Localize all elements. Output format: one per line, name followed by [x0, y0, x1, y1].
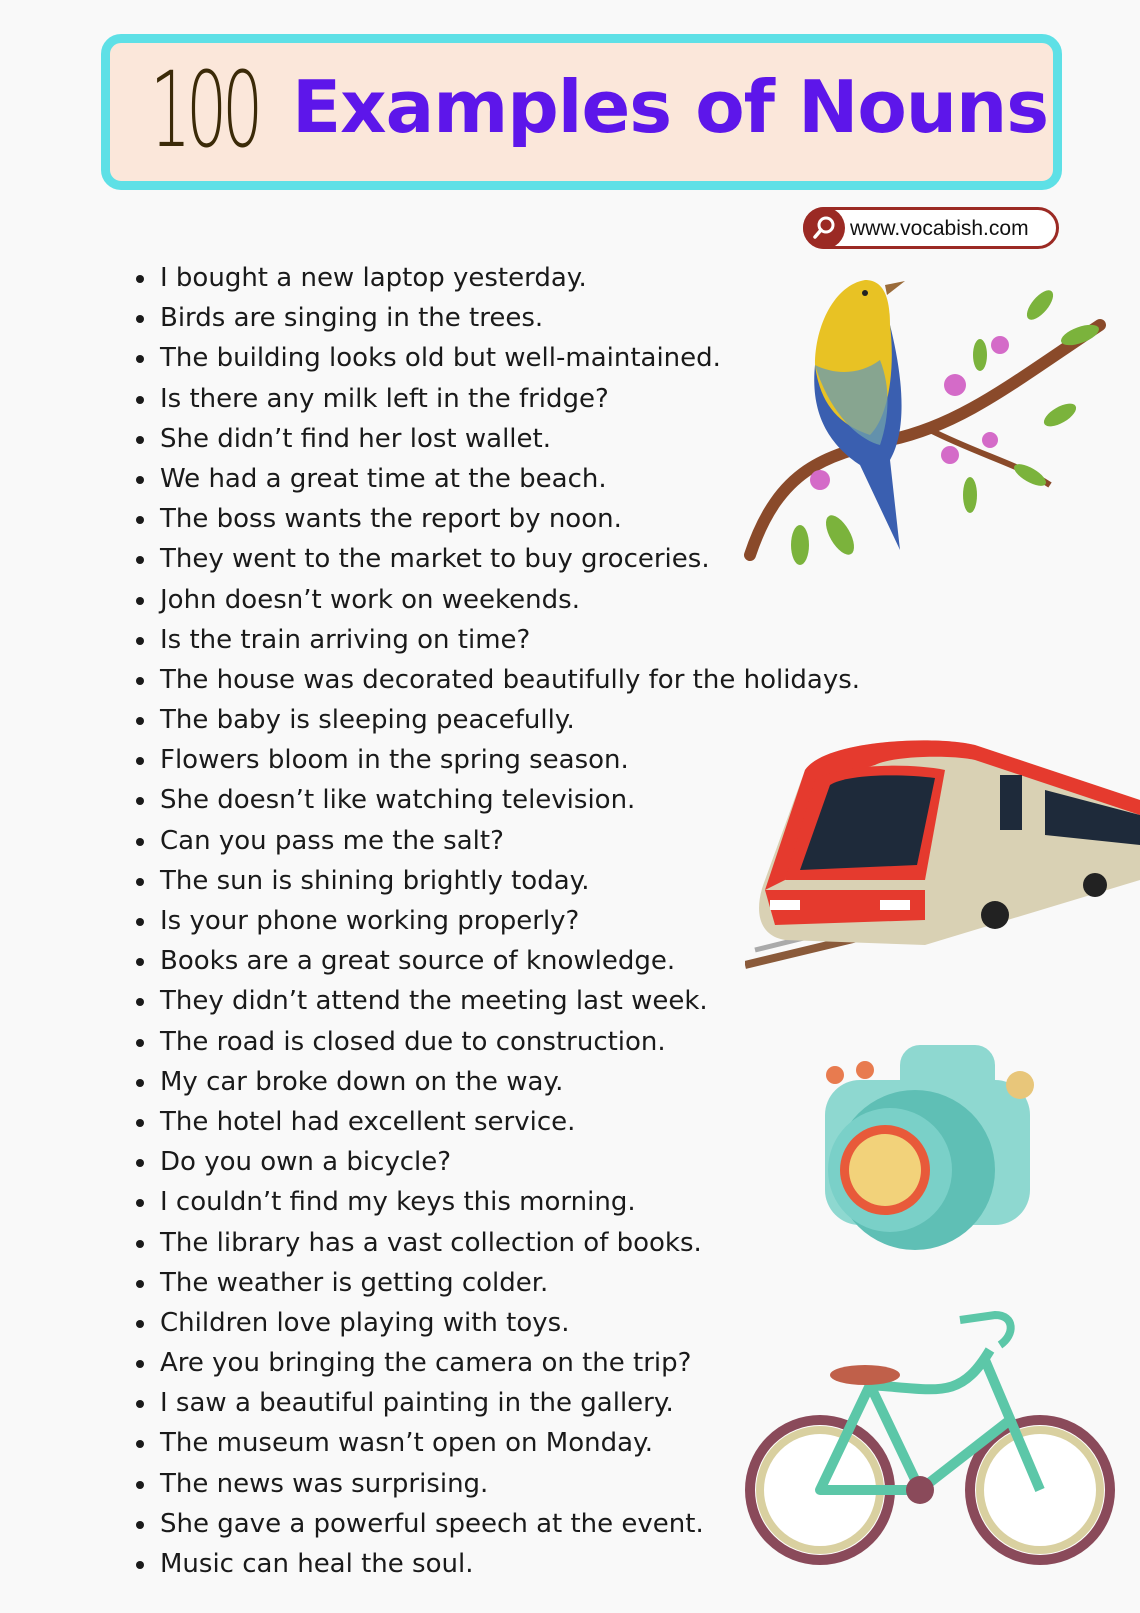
sentence-text: The museum wasn’t open on Monday. — [160, 1428, 653, 1459]
sentence-text: Is there any milk left in the fridge? — [160, 383, 609, 414]
bullet-icon — [136, 878, 144, 886]
sentence-text: The boss wants the report by noon. — [160, 504, 622, 535]
sentence-text: The building looks old but well-maintained. — [160, 343, 721, 374]
train-illustration — [745, 740, 1140, 980]
bullet-icon — [136, 717, 144, 725]
bullet-icon — [136, 1481, 144, 1489]
list-item — [132, 1182, 860, 1222]
sentence-text: The weather is getting colder. — [160, 1267, 549, 1298]
bullet-icon — [136, 315, 144, 323]
bullet-icon — [136, 958, 144, 966]
list-item — [132, 1102, 860, 1142]
list-item — [132, 1022, 860, 1062]
bullet-icon — [136, 1440, 144, 1448]
bullet-icon — [136, 1240, 144, 1248]
bullet-icon — [136, 597, 144, 605]
sentence-text: Do you own a bicycle? — [160, 1147, 452, 1178]
bullet-icon — [136, 797, 144, 805]
sentence-text: Children love playing with toys. — [160, 1307, 570, 1338]
bullet-icon — [136, 1159, 144, 1167]
sentence-text: The library has a vast collection of books. — [160, 1227, 702, 1258]
sentence-text: Is your phone working properly? — [160, 906, 580, 936]
bullet-icon — [136, 1360, 144, 1368]
bullet-icon — [136, 556, 144, 564]
sentence-text: The house was decorated beautifully for the holidays. — [160, 664, 861, 695]
website-badge[interactable] — [803, 207, 1059, 249]
sentence-text: Is the train arriving on time? — [160, 624, 531, 655]
bullet-icon — [136, 1280, 144, 1288]
title-number: 100 — [150, 49, 259, 171]
bullet-icon — [136, 757, 144, 765]
bullet-icon — [136, 1521, 144, 1529]
sentence-text: The hotel had excellent service. — [160, 1106, 576, 1137]
title-banner — [101, 34, 1062, 190]
sentence-text: The news was surprising. — [160, 1468, 489, 1499]
bullet-icon — [136, 1561, 144, 1569]
sentence-text: Flowers bloom in the spring season. — [160, 745, 629, 776]
bullet-icon — [136, 516, 144, 524]
bullet-icon — [136, 1320, 144, 1328]
sentence-text: They didn’t attend the meeting last week. — [160, 986, 708, 1017]
bicycle-illustration — [740, 1310, 1120, 1570]
sentence-text: I bought a new laptop yesterday. — [160, 263, 587, 293]
sentence-text: They went to the market to buy groceries. — [160, 544, 710, 575]
bullet-icon — [136, 1400, 144, 1408]
sentence-text: I couldn’t find my keys this morning. — [160, 1187, 636, 1218]
sentence-text: She didn’t find her lost wallet. — [160, 423, 551, 454]
sentence-text: She gave a powerful speech at the event. — [160, 1508, 704, 1539]
list-item — [132, 620, 860, 660]
bullet-icon — [136, 1119, 144, 1127]
sentence-text: Are you bringing the camera on the trip? — [160, 1348, 692, 1379]
bullet-icon — [136, 436, 144, 444]
page-title: Examples of Nouns — [292, 65, 1049, 149]
bullet-icon — [136, 838, 144, 846]
list-item — [132, 580, 860, 620]
sentence-text: John doesn’t work on weekends. — [160, 584, 580, 615]
bullet-icon — [136, 1199, 144, 1207]
sentence-text: Books are a great source of knowledge. — [160, 946, 676, 977]
bullet-icon — [136, 1039, 144, 1047]
sentence-text: The road is closed due to construction. — [160, 1026, 666, 1057]
list-item — [132, 660, 860, 700]
sentence-text: She doesn’t like watching television. — [160, 785, 636, 816]
bullet-icon — [136, 476, 144, 484]
list-item — [132, 981, 860, 1021]
list-item — [132, 700, 860, 740]
list-item — [132, 1062, 860, 1102]
bullet-icon — [136, 396, 144, 404]
camera-illustration — [815, 1040, 1050, 1255]
bullet-icon — [136, 637, 144, 645]
bullet-icon — [136, 355, 144, 363]
sentence-text: I saw a beautiful painting in the gallery. — [160, 1388, 674, 1419]
sentence-text: My car broke down on the way. — [160, 1066, 564, 1097]
list-item — [132, 1223, 860, 1263]
bullet-icon — [136, 1079, 144, 1087]
bullet-icon — [136, 918, 144, 926]
sentence-text: Music can heal the soul. — [160, 1549, 474, 1579]
list-item — [132, 1142, 860, 1182]
list-item — [132, 1263, 860, 1303]
bullet-icon — [136, 998, 144, 1006]
bullet-icon — [136, 275, 144, 283]
sentence-text: The baby is sleeping peacefully. — [160, 705, 575, 736]
sentence-text: We had a great time at the beach. — [160, 463, 607, 494]
sentence-text: Birds are singing in the trees. — [160, 303, 544, 334]
bullet-icon — [136, 677, 144, 685]
bird-illustration — [740, 265, 1120, 585]
sentence-text: Can you pass me the salt? — [160, 825, 504, 856]
website-url: www.vocabish.com — [850, 217, 1029, 240]
search-icon — [803, 207, 845, 249]
sentence-text: The sun is shining brightly today. — [160, 865, 590, 896]
